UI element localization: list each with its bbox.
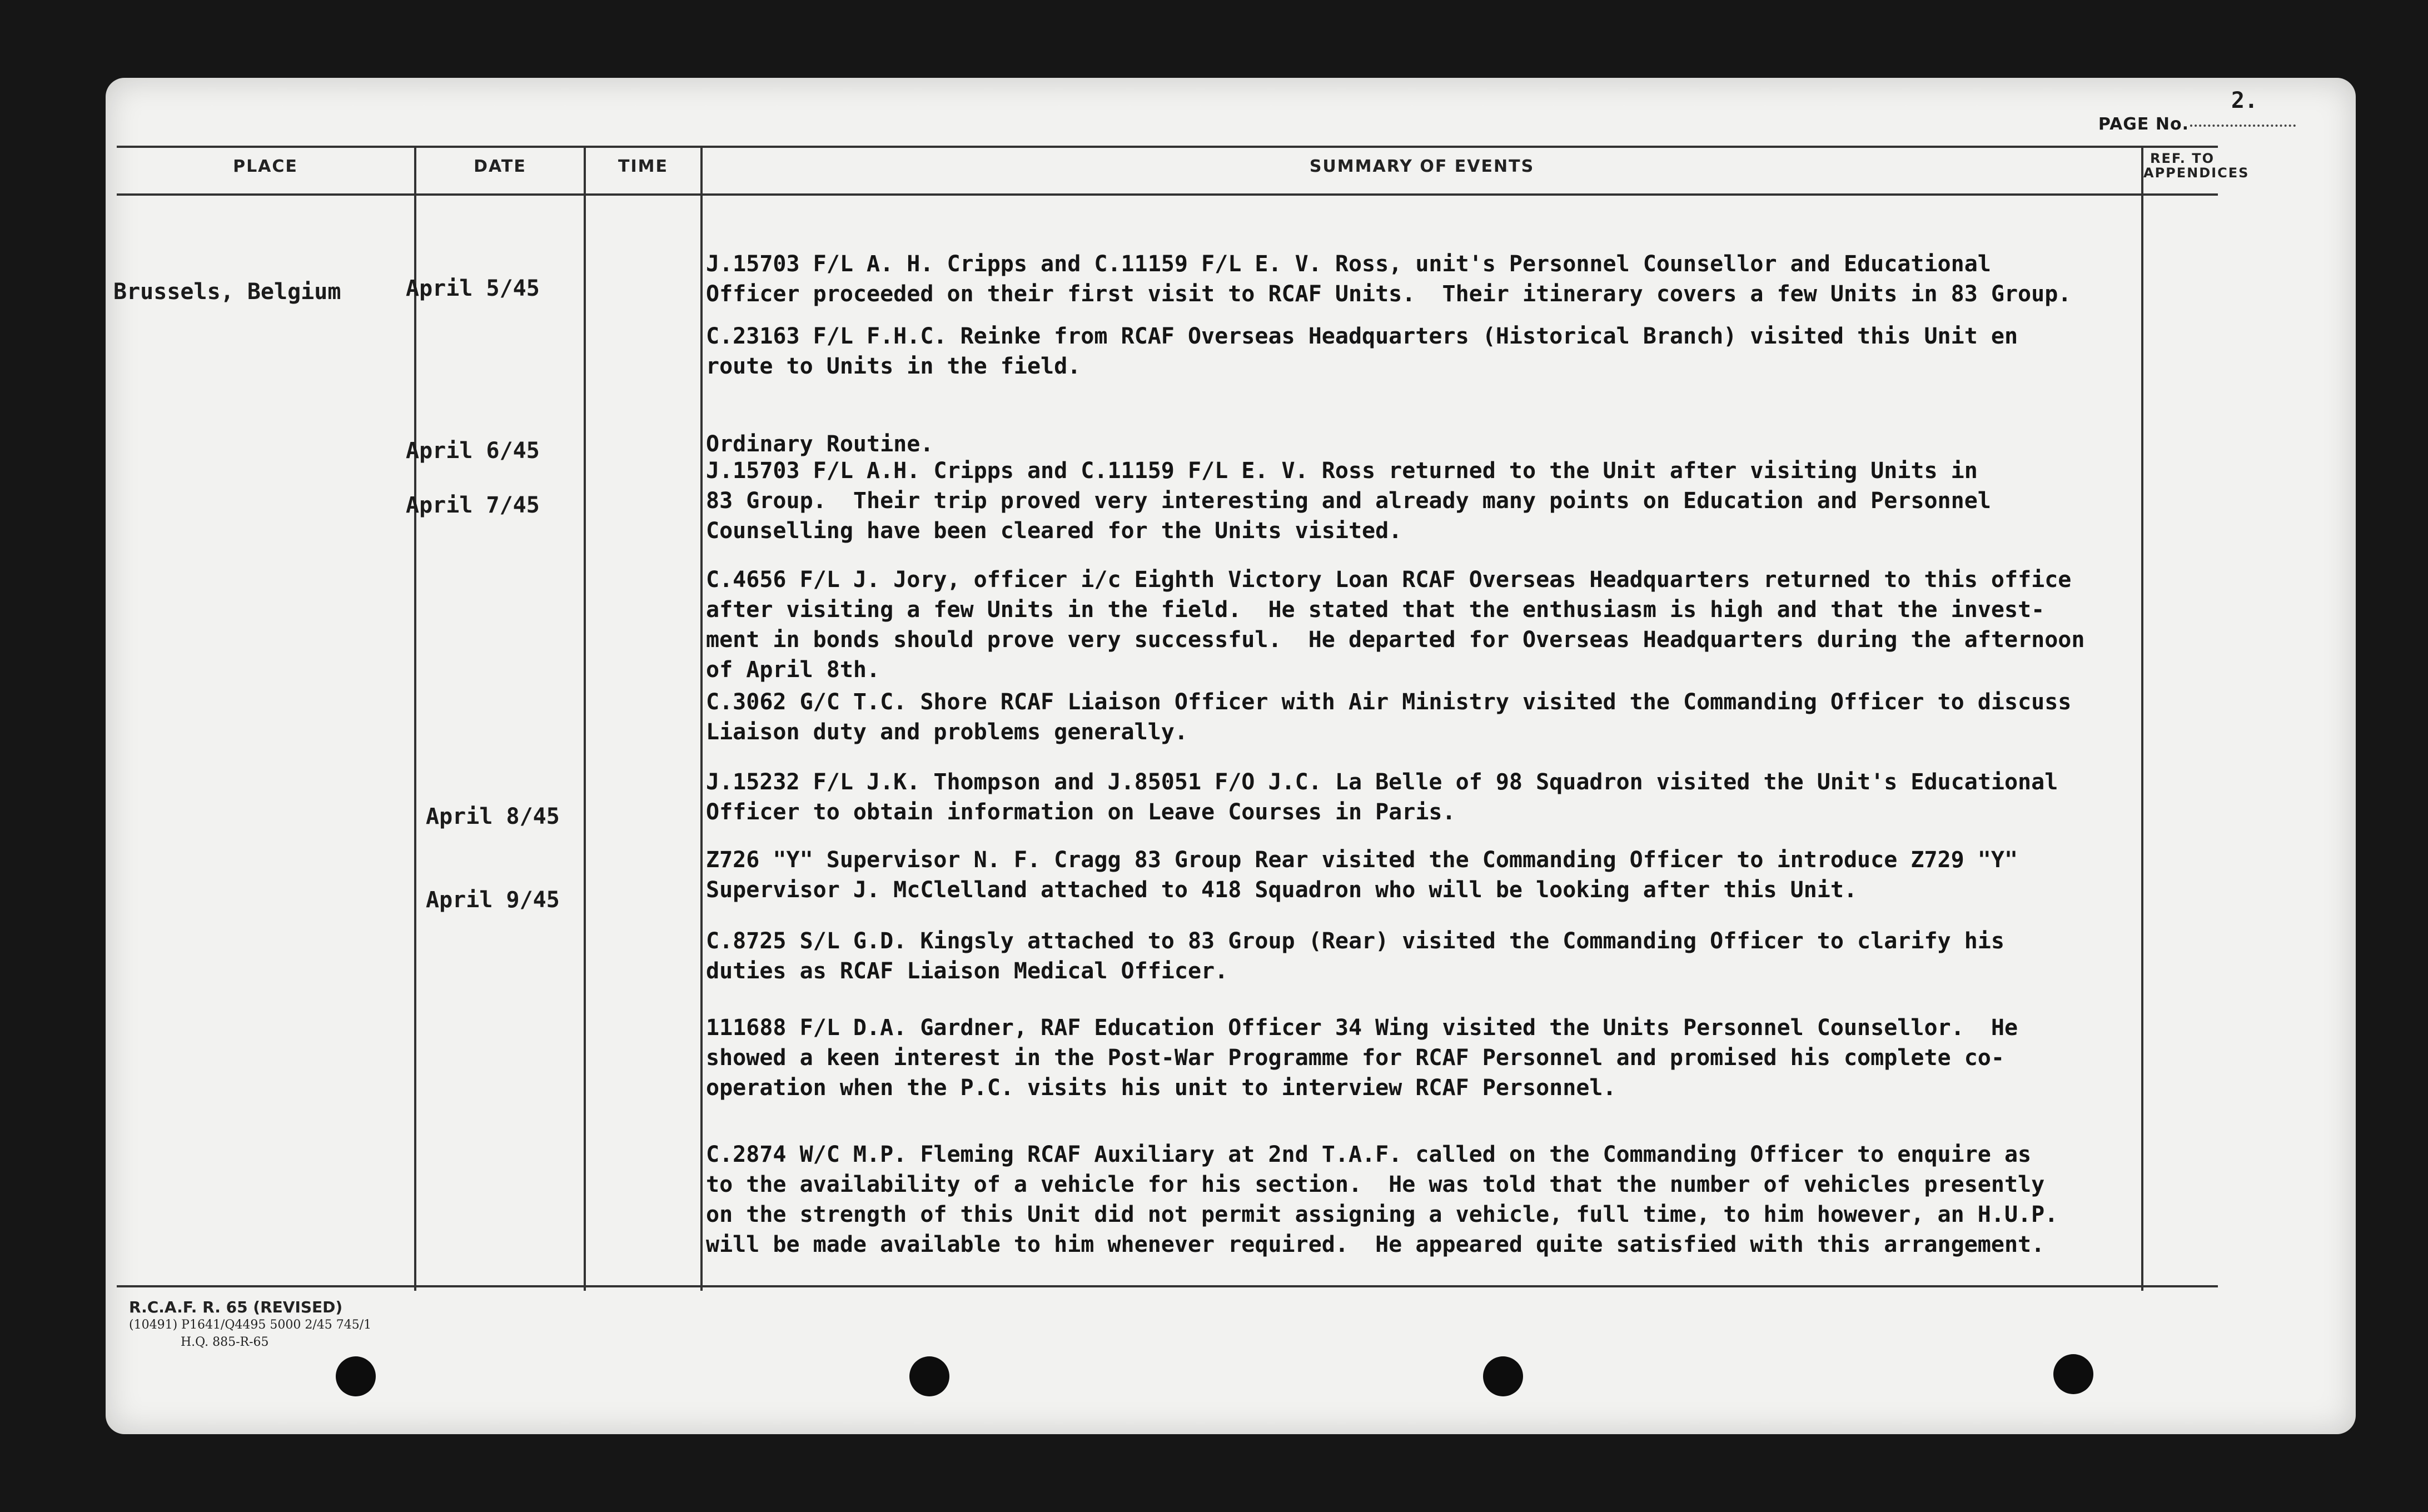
event-entry: C.8725 S/L G.D. Kingsly attached to 83 Group (Rear) visited the Commanding Officer to clarify his duties as RCAF Liaison Medical Officer. [706,928,2004,984]
event-entry: C.4656 F/L J. Jory, officer i/c Eighth Victory Loan RCAF Overseas Headquarters returned to this office after visiting a few Units in the field. He stated that the enthusiasm is high and that the invest- ment in bonds should prove very successful. He departed for Overseas Headquarters during the afternoon of April 8th. [706,567,2085,683]
column-divider-time-summary [700,146,703,1291]
date-entry: April 7/45 [406,493,540,518]
header-summary-of-events: SUMMARY OF EVENTS [1309,157,1535,176]
column-divider-place-date [414,146,416,1291]
header-ref-line2: APPENDICES [2143,165,2250,181]
binder-hole [909,1356,949,1396]
header-place: PLACE [233,157,298,176]
page-number-dotted-line [2190,125,2296,127]
form-identifier: R.C.A.F. R. 65 (REVISED) [129,1298,343,1316]
binder-hole [2053,1354,2093,1394]
date-entry: April 9/45 [426,887,560,913]
place-entry: Brussels, Belgium [113,279,341,305]
header-date: DATE [474,157,526,176]
print-code: (10491) P1641/Q4495 5000 2/45 745/1 [129,1318,372,1332]
event-entry: Ordinary Routine. [706,431,934,457]
date-entry: April 5/45 [406,276,540,301]
header-time: TIME [618,157,668,176]
header-ref-line1: REF. TO [2150,151,2215,166]
record-sheet [106,78,2356,1434]
page-number-label: PAGE No. [2098,115,2189,134]
event-entry: C.23163 F/L F.H.C. Reinke from RCAF Overseas Headquarters (Historical Branch) visited this Unit en route to Units in the field. [706,324,2018,379]
event-entry: J.15703 F/L A. H. Cripps and C.11159 F/L E. V. Ross, unit's Personnel Counsellor and Educational Officer proceeded on their first visit to RCAF Units. Their itinerary covers a few Units in 83 Group. [706,251,2072,307]
hq-code: H.Q. 885-R-65 [181,1335,269,1349]
event-entry: C.2874 W/C M.P. Fleming RCAF Auxiliary at 2nd T.A.F. called on the Commanding Officer to enquire as to the availability of a vehicle for his section. He was told that the number of vehicles presently on the strength of this Unit did not permit assigning a vehicle, full time, to him however, an H.U.P. will be made available to him whenever required. He appeared quite satisfied with this arrangement. [706,1142,2058,1257]
page-number-value: 2. [2231,88,2258,113]
binder-hole [336,1356,376,1396]
event-entry: C.3062 G/C T.C. Shore RCAF Liaison Officer with Air Ministry visited the Commanding Officer to discuss Liaison duty and problems generally. [706,689,2072,745]
event-entry: 111688 F/L D.A. Gardner, RAF Education Officer 34 Wing visited the Units Personnel Counsellor. He showed a keen interest in the Post-War Programme for RCAF Personnel and promised his complete co- operation when the P.C. visits his unit to interview RCAF Personnel. [706,1015,2018,1101]
table-bottom-rule [117,1285,2218,1287]
column-divider-date-time [584,146,586,1291]
header-bottom-rule [117,193,2218,196]
event-entry: Z726 "Y" Supervisor N. F. Cragg 83 Group Rear visited the Commanding Officer to introduce Z729 "Y" Supervisor J. McClelland attached to 418 Squadron who will be looking after this Unit. [706,847,2018,903]
event-entry: J.15232 F/L J.K. Thompson and J.85051 F/O J.C. La Belle of 98 Squadron visited the Unit's Educational Officer to obtain information on Leave Courses in Paris. [706,769,2058,825]
event-entry: J.15703 F/L A.H. Cripps and C.11159 F/L E. V. Ross returned to the Unit after visiting Units in 83 Group. Their trip proved very interesting and already many points on Education and Personnel Counselling have been cleared for the Units visited. [706,458,1991,544]
binder-hole [1483,1356,1523,1396]
date-entry: April 8/45 [426,804,560,829]
date-entry: April 6/45 [406,438,540,464]
table-top-rule [117,146,2218,148]
header-ref-to-appendices [2143,151,2250,181]
